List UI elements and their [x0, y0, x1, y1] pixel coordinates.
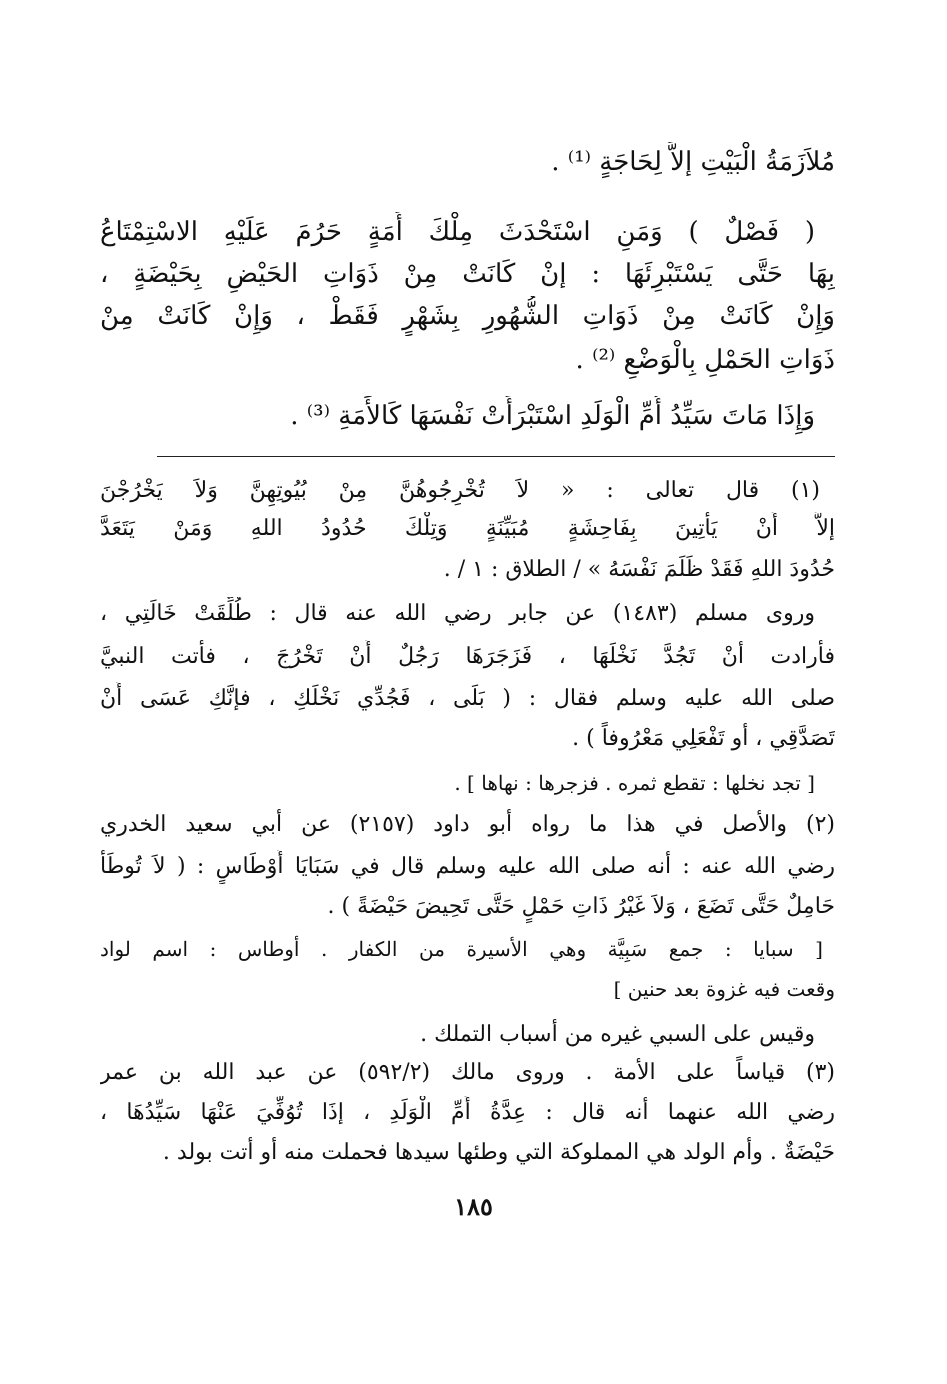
footnote-line: (٣) قياساً على الأمة . وروى مالك (٥٩٢/٢) عن عبد الله بن عمر — [100, 1060, 835, 1085]
main-text-line: ذَوَاتِ الحَمْلِ بِالْوَضْعِ ⁽²⁾ . — [575, 345, 835, 375]
footnote-line: صلى الله عليه وسلم فقال : ( بَلَى ، فَجُدِّي نَخْلَكِ ، فإنَّكِ عَسَى أَنْ — [100, 686, 835, 711]
footnote-line: حَامِلٌ حَتَّى تَضَعَ ، وَلاَ غَيْرُ ذَاتِ حَمْلٍ حَتَّى تَحِيضَ حَيْضَةً ) . — [327, 894, 835, 919]
footnote-line: (١) قال تعالى : « لاَ تُخْرِجُوهُنَّ مِنْ بُيُوتِهِنَّ وَلاَ يَخْرُجْنَ — [100, 478, 820, 503]
footnote-line: رضي الله عنه : أنه صلى الله عليه وسلم قال في سَبَايَا أَوْطَاسٍ : ( لاَ تُوطَأُ — [100, 854, 835, 879]
main-text-line: بِهَا حَتَّى يَسْتَبْرِئَهَا : إنْ كَانَتْ مِنْ ذَوَاتِ الحَيْضِ بِحَيْضَةٍ ، — [100, 259, 835, 289]
footnote-line: (٢) والأصل في هذا ما رواه أبو داود (٢١٥٧) عن أبي سعيد الخدري — [100, 812, 835, 837]
footnote-line: تَصَدَّقِي ، أو تَفْعَلِي مَعْرُوفاً ) . — [572, 726, 835, 751]
main-text-line: مُلاَزَمَةُ الْبَيْتِ إلاَّ لِحَاجَةٍ ⁽¹⁾ . — [551, 147, 835, 177]
footnote-line: وقيس على السبي غيره من أسباب التملك . — [420, 1022, 815, 1047]
main-text-line: وَإِنْ كَانَتْ مِنْ ذَوَاتِ الشُّهُورِ بِشَهْرٍ فَقَطْ ، وَإِنْ كَانَتْ مِنْ — [100, 301, 835, 331]
footnote-line: إلاَّ أَنْ يَأْتِينَ بِفَاحِشَةٍ مُبَيِّنَةٍ وَتِلْكَ حُدُودُ اللهِ وَمَنْ يَتَعَدَّ — [100, 516, 835, 541]
footnote-line: وروى مسلم (١٤٨٣) عن جابر رضي الله عنه قال : طُلِّقَتْ خَالَتِي ، — [100, 601, 815, 626]
main-text-line: ( فَصْلٌ ) وَمَنِ اسْتَحْدَثَ مِلْكَ أَمَةٍ حَرُمَ عَلَيْهِ الاسْتِمْتَاعُ — [100, 217, 815, 247]
footnote-separator — [157, 456, 835, 457]
footnote-line: حَيْضَةٌ . وأم الولد هي المملوكة التي وطئها سيدها فحملت منه أو أتت بولد . — [162, 1140, 835, 1165]
page-number: ١٨٥ — [454, 1192, 493, 1221]
footnote-line: رضي الله عنهما أنه قال : عِدَّةُ أُمِّ الْوَلَدِ ، إذَا تُوُفِّيَ عَنْهَا سَيِّدُهَا ، — [100, 1100, 835, 1125]
footnote-line: فأرادت أنْ تَجُدَّ نَخْلَهَا ، فَزَجَرَهَا رَجُلٌ أَنْ تَخْرُجَ ، فأتت النبيَّ — [100, 644, 835, 669]
main-text-line: وَإِذَا مَاتَ سَيِّدُ أُمِّ الْوَلَدِ اسْتَبْرَأَتْ نَفْسَهَا كَالأَمَةِ ⁽³⁾ . — [290, 401, 815, 431]
footnote-gloss: [ تجد نخلها : تقطع ثمره . فزجرها : نهاها ] . — [454, 771, 815, 795]
footnote-gloss: وقعت فيه غزوة بعد حنين ] — [613, 977, 835, 1001]
footnote-line: حُدُودَ اللهِ فَقَدْ ظَلَمَ نَفْسَهُ » / الطلاق : ١ / . — [443, 557, 835, 582]
footnote-gloss: [ سبايا : جمع سَبِيَّة وهي الأسيرة من الكفار . أوطاس : اسم لواد — [100, 937, 823, 961]
